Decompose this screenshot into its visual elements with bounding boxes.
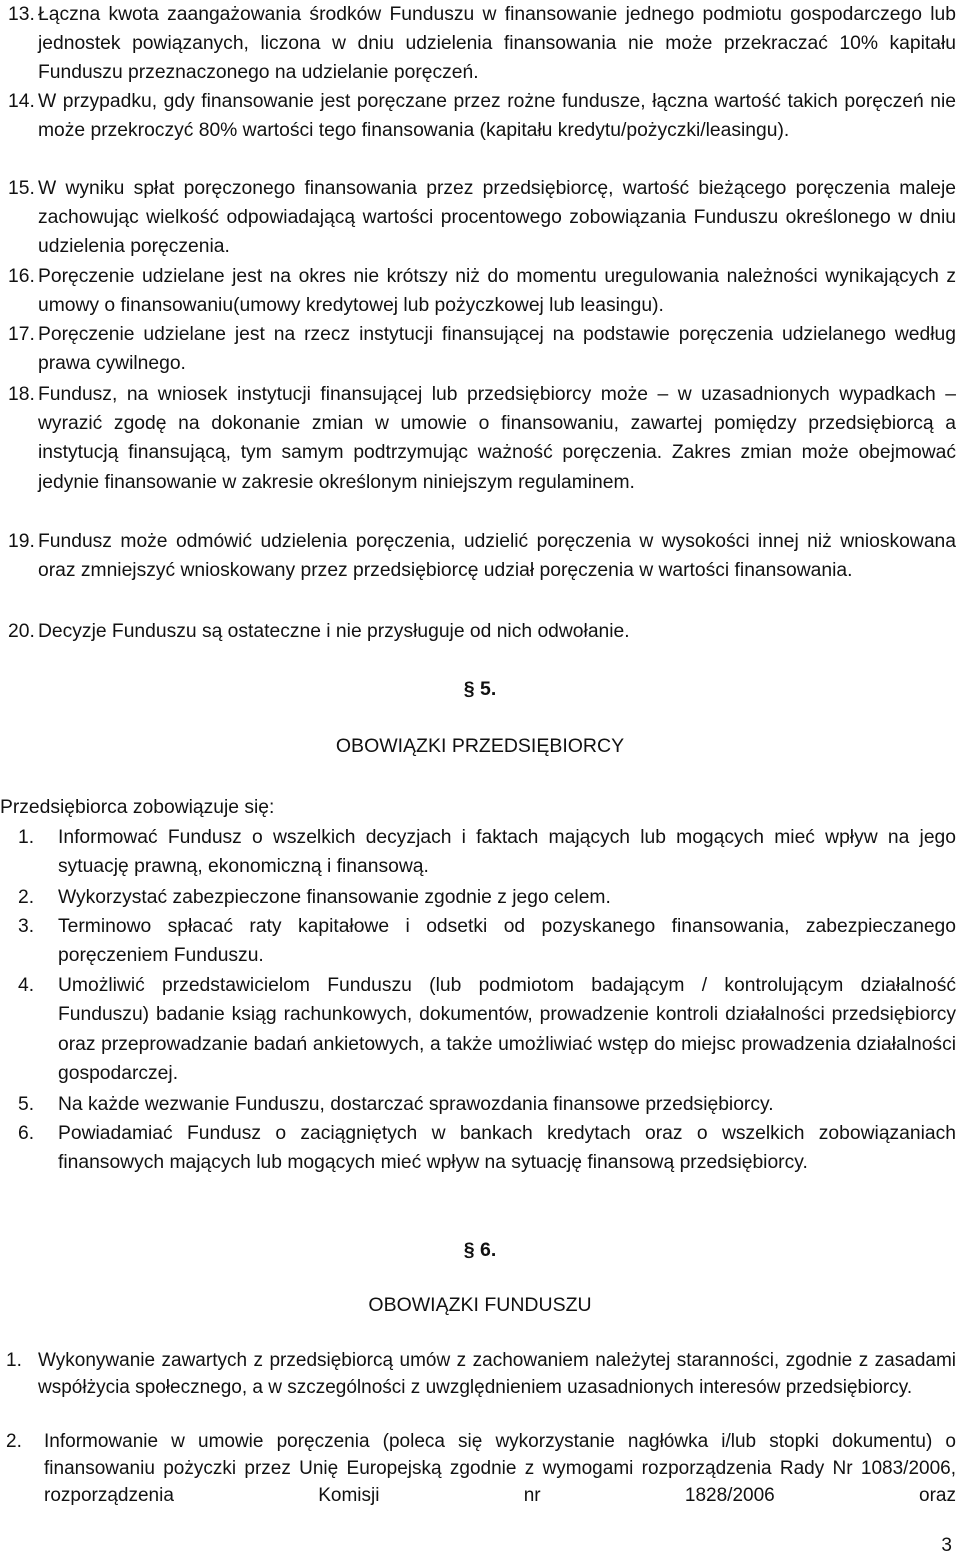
paragraph-14 [8, 87, 956, 145]
list-text: Terminowo spłacać raty kapitałowe i odsetki od pozyskanego finansowania, zabezpieczanego poręczeniem Funduszu. [58, 916, 956, 967]
obligation-item-6 [18, 1119, 956, 1178]
list-number: 1. [18, 827, 35, 848]
paragraph-text: Decyzje Funduszu są ostateczne i nie przysługuje od nich odwołanie. [38, 621, 630, 642]
paragraph-text: Fundusz może odmówić udzielenia poręczenia, udzielić poręczenia w wysokości innej niż wnioskowana oraz zmniejszyć wnioskowany przez przedsiębiorcę udział poręczenia w wartości finansowania. [38, 531, 956, 582]
paragraph-15 [8, 174, 956, 262]
paragraph-number: 15. [8, 178, 35, 199]
paragraph-number: 16. [8, 266, 35, 287]
paragraph-text: Poręczenie udzielane jest na rzecz instytucji finansującej na podstawie poręczenia udzielanego według prawa cywilnego. [38, 324, 956, 375]
paragraph-20 [8, 617, 956, 646]
list-text: Umożliwić przedstawicielom Funduszu (lub podmiotom badającym / kontrolującym działalność Funduszu) badanie ksiąg rachunkowych, dokumentów, prowadzenie kontroli działalności przedsiębiorcy oraz przeprowadzanie badań ankietowych, a także umożliwiać wstęp do miejsc prowadzenia działalności gospodarczej. [58, 975, 956, 1084]
list-text: Wykonywanie zawartych z przedsiębiorcą umów z zachowaniem należytej staranności, zgodnie z zasadami współżycia społecznego, a w szczególności z uwzględnieniem uzasadnionych interesów przedsiębiorcy. [38, 1350, 956, 1399]
list-text: Wykorzystać zabezpieczone finansowanie zgodnie z jego celem. [58, 887, 611, 908]
section-6-number: § 6. [463, 1239, 497, 1261]
obligation-item-1 [18, 823, 956, 882]
paragraph-16 [8, 262, 956, 320]
list-number: 2. [18, 887, 35, 908]
paragraph-number: 14. [8, 91, 35, 112]
paragraph-text: W wyniku spłat poręczonego finansowania przez przedsiębiorcę, wartość bieżącego poręczenia maleje zachowując wielkość odpowiadającą wartości procentowego zobowiązania Funduszu określonego w dniu udzielenia poręczenia. [38, 178, 956, 258]
paragraph-number: 17. [8, 324, 35, 345]
paragraph-number: 13. [8, 4, 35, 25]
list-number: 6. [18, 1123, 35, 1144]
section-5-intro: Przedsiębiorca zobowiązuje się: [0, 797, 275, 818]
list-text: Informować Fundusz o wszelkich decyzjach i faktach mających lub mogących mieć wpływ na jego sytuację prawną, ekonomiczną i finansową. [58, 827, 956, 878]
paragraph-number: 19. [8, 531, 35, 552]
paragraph-number: 20. [8, 621, 35, 642]
list-number: 1. [6, 1350, 22, 1371]
paragraph-13 [8, 0, 956, 88]
obligation-item-2 [18, 883, 956, 912]
list-text: Informowanie w umowie poręczenia (poleca się wykorzystanie nagłówka i/lub stopki dokumentu) o finansowaniu pożyczki przez Unię Europejską zgodnie z wymogami rozporządzenia Rady Nr 1083/2006, rozporządzenia Komisji nr 1828/2006 oraz [44, 1431, 956, 1507]
paragraph-number: 18. [8, 384, 35, 405]
section-5-number: § 5. [463, 678, 497, 700]
list-number: 5. [18, 1094, 35, 1115]
list-number: 2. [6, 1431, 22, 1452]
paragraph-17 [8, 320, 956, 378]
list-text: Na każde wezwanie Funduszu, dostarczać sprawozdania finansowe przedsiębiorcy. [58, 1094, 774, 1115]
obligation-item-4 [18, 971, 956, 1088]
paragraph-text: W przypadku, gdy finansowanie jest poręczane przez rożne fundusze, łączna wartość takich poręczeń nie może przekroczyć 80% wartości tego finansowania (kapitału kredytu/pożyczki/leasingu). [38, 91, 956, 142]
paragraph-text: Fundusz, na wniosek instytucji finansującej lub przedsiębiorcy może – w uzasadnionych wypadkach – wyrazić zgodę na dokonanie zmian w umowie o finansowaniu, zawartej pomiędzy przedsiębiorcą a instytucją finansującą, tym samym podtrzymując ważność poręczenia. Zakres zmian może obejmować jedynie finansowanie w zakresie określonym niniejszym regulaminem. [38, 384, 956, 493]
section-6-title: OBOWIĄZKI FUNDUSZU [368, 1294, 592, 1316]
list-number: 4. [18, 975, 35, 996]
obligation-item-3 [18, 912, 956, 971]
section-5-title: OBOWIĄZKI PRZEDSIĘBIORCY [335, 735, 625, 757]
fund-obligation-item-1 [6, 1347, 956, 1401]
paragraph-text: Poręczenie udzielane jest na okres nie krótszy niż do momentu uregulowania należności wynikających z umowy o finansowaniu(umowy kredytowej lub pożyczkowej lub leasingu). [38, 266, 956, 317]
paragraph-19 [8, 527, 956, 585]
paragraph-18 [8, 380, 956, 497]
obligation-item-5 [18, 1090, 956, 1119]
list-number: 3. [18, 916, 35, 937]
paragraph-text: Łączna kwota zaangażowania środków Funduszu w finansowanie jednego podmiotu gospodarczego lub jednostek powiązanych, liczona w dniu udzielenia finansowania nie może przekraczać 10% kapitału Funduszu przeznaczonego na udzielanie poręczeń. [38, 4, 956, 84]
list-text: Powiadamiać Fundusz o zaciągniętych w bankach kredytach oraz o wszelkich zobowiązaniach finansowych mających lub mogących mieć wpływ na sytuację finansową przedsiębiorcy. [58, 1123, 956, 1174]
page-number: 3 [941, 1535, 952, 1556]
fund-obligation-item-2 [6, 1428, 956, 1510]
